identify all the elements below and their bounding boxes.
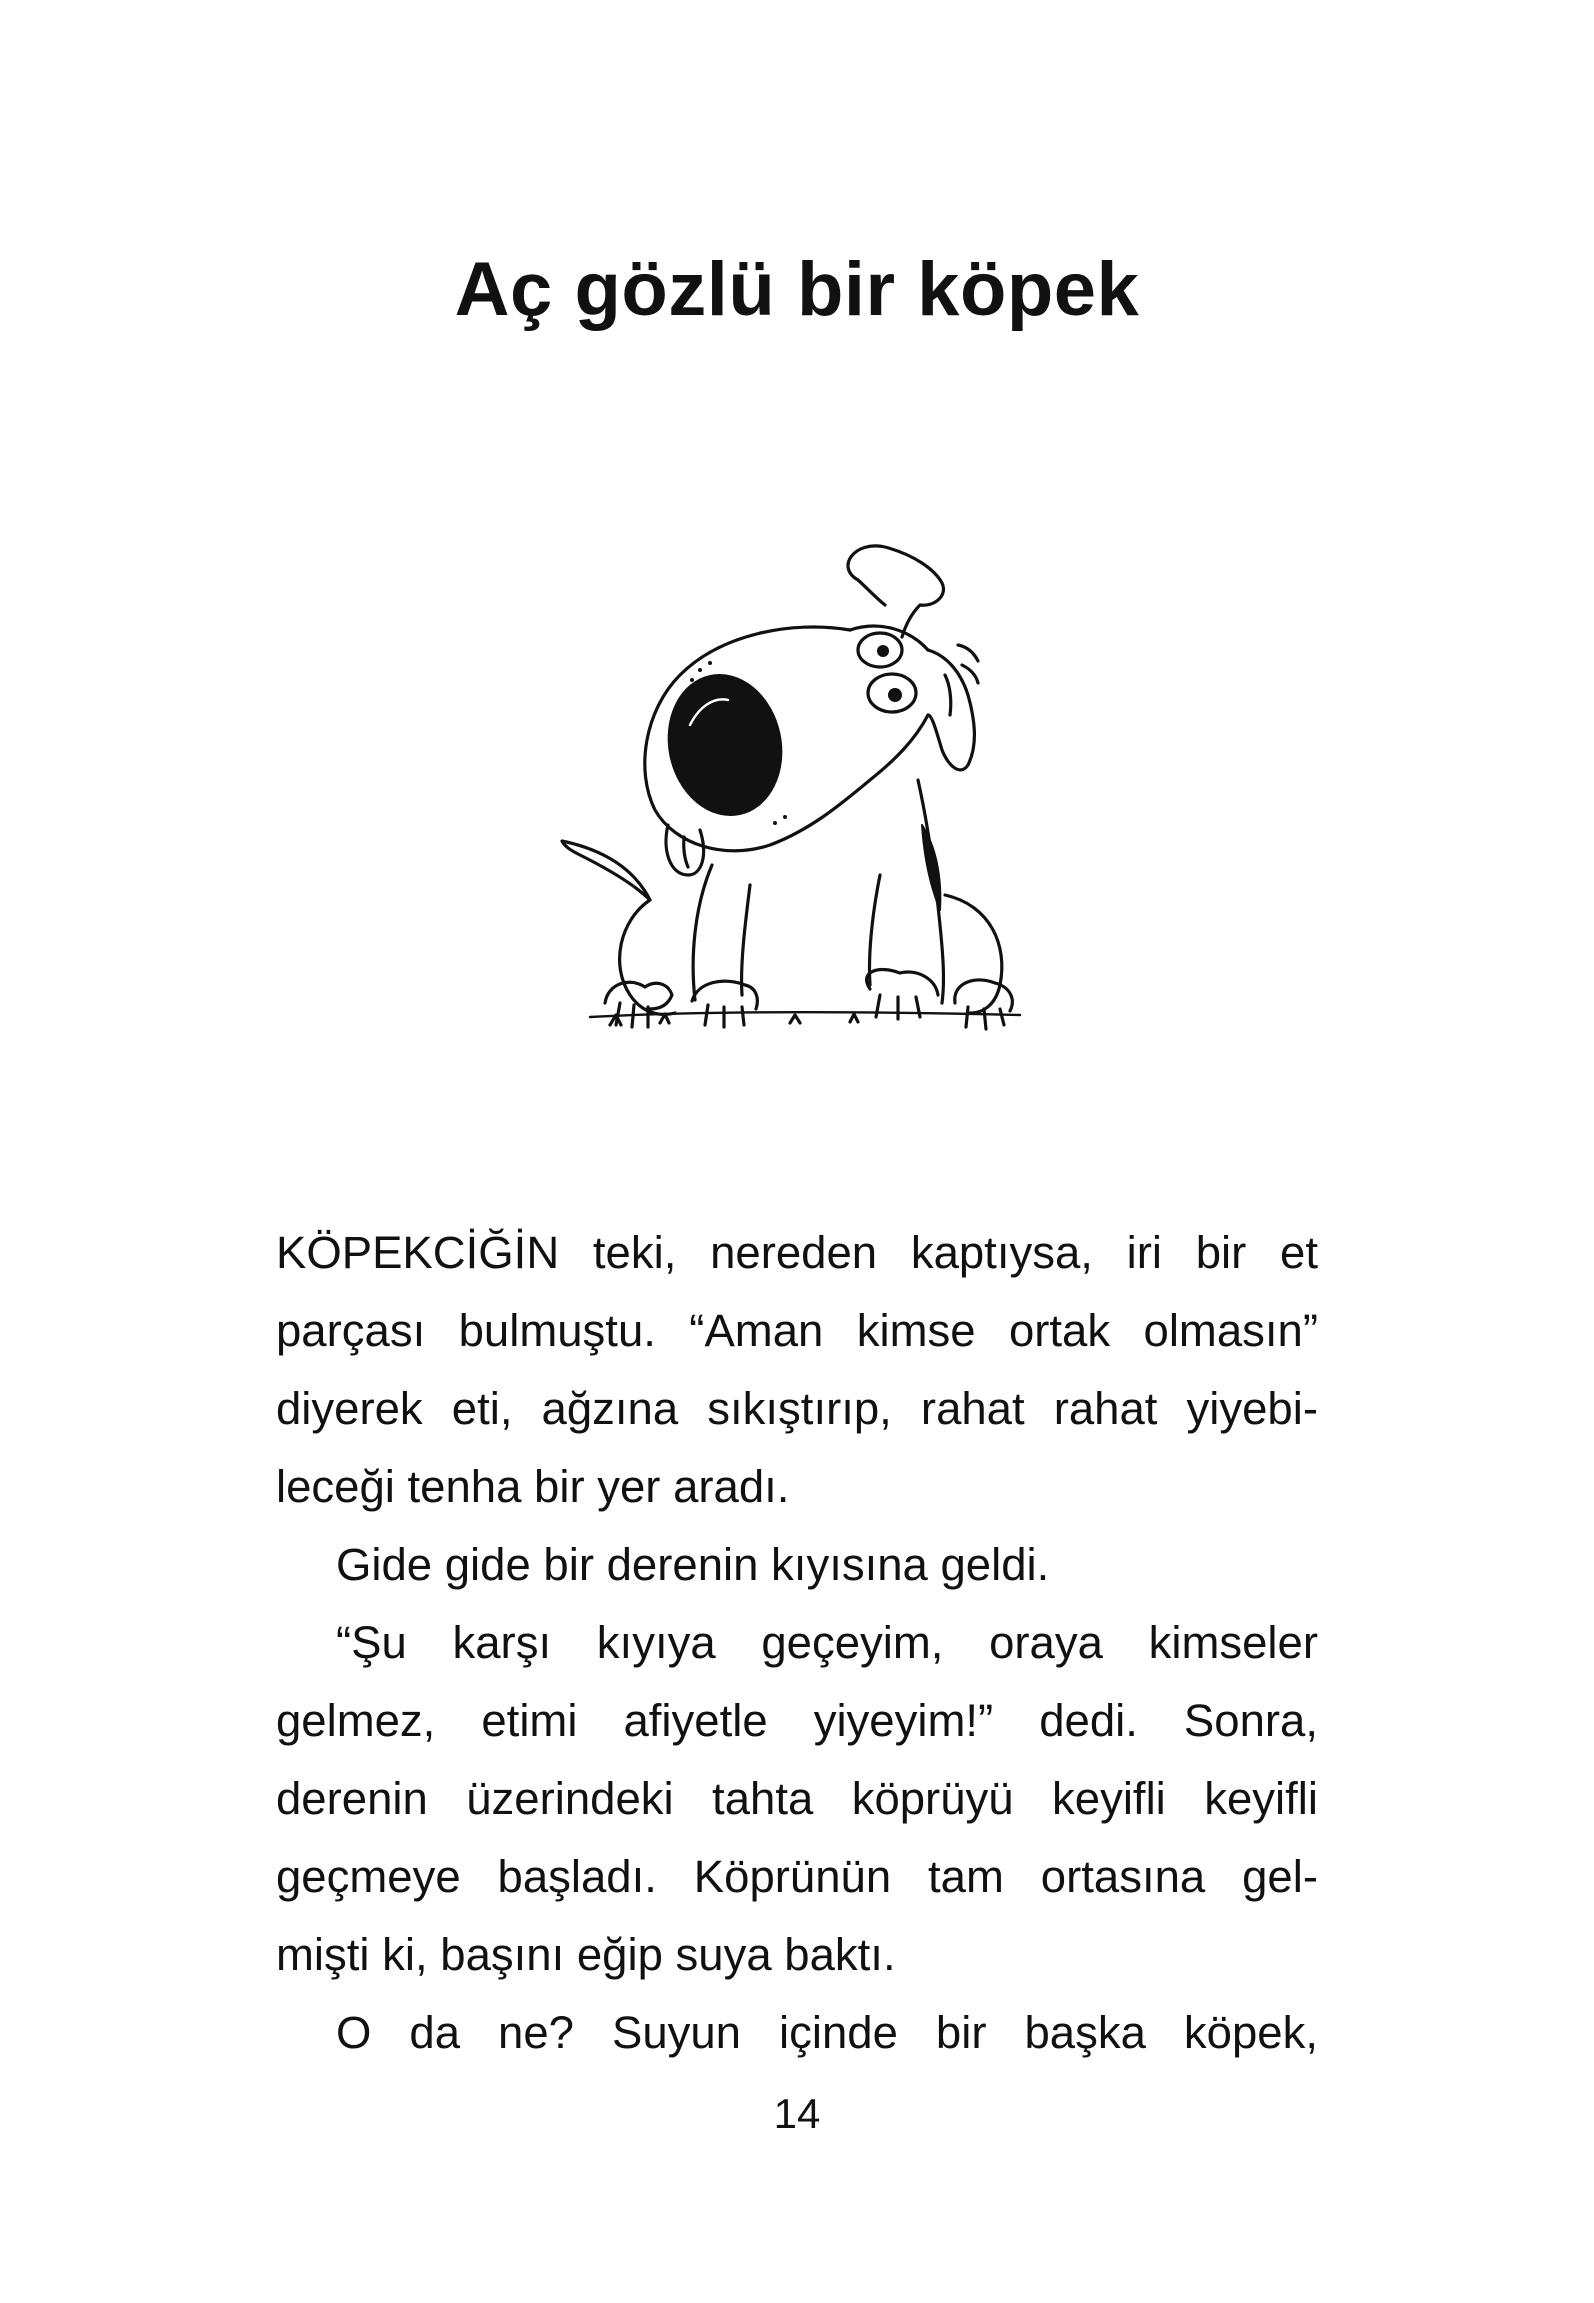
text-line: derenin üzerindeki tahta köprüyü keyifli keyifli [276,1773,1318,1824]
text-line: diyerek eti, ağzına sıkıştırıp, rahat rahat yiyebi- [276,1383,1318,1434]
text-line: “Şu karşı kıyıya geçeyim, oraya kimseler [336,1617,1318,1668]
story-text [276,1214,1318,2072]
text-line: KÖPEKCİĞİN teki, nereden kaptıysa, iri bir et [276,1227,1318,1278]
text-line: O da ne? Suyun içinde bir başka köpek, [336,2007,1318,2058]
text-line: parçası bulmuştu. “Aman kimse ortak olmasın” [276,1305,1318,1356]
text-line: leceği tenha bir yer aradı. [276,1461,790,1512]
page-number: 14 [773,2090,821,2137]
story-title: Aç gözlü bir köpek [454,247,1140,332]
text-line: Gide gide bir derenin kıyısına geldi. [336,1539,1050,1590]
text-line: mişti ki, başını eğip suya baktı. [276,1929,896,1980]
text-line: gelmez, etimi afiyetle yiyeyim!” dedi. Sonra, [276,1695,1318,1746]
text-line: geçmeye başladı. Köprünün tam ortasına gel- [276,1851,1318,1902]
dog-drawing-icon [550,525,1040,1045]
